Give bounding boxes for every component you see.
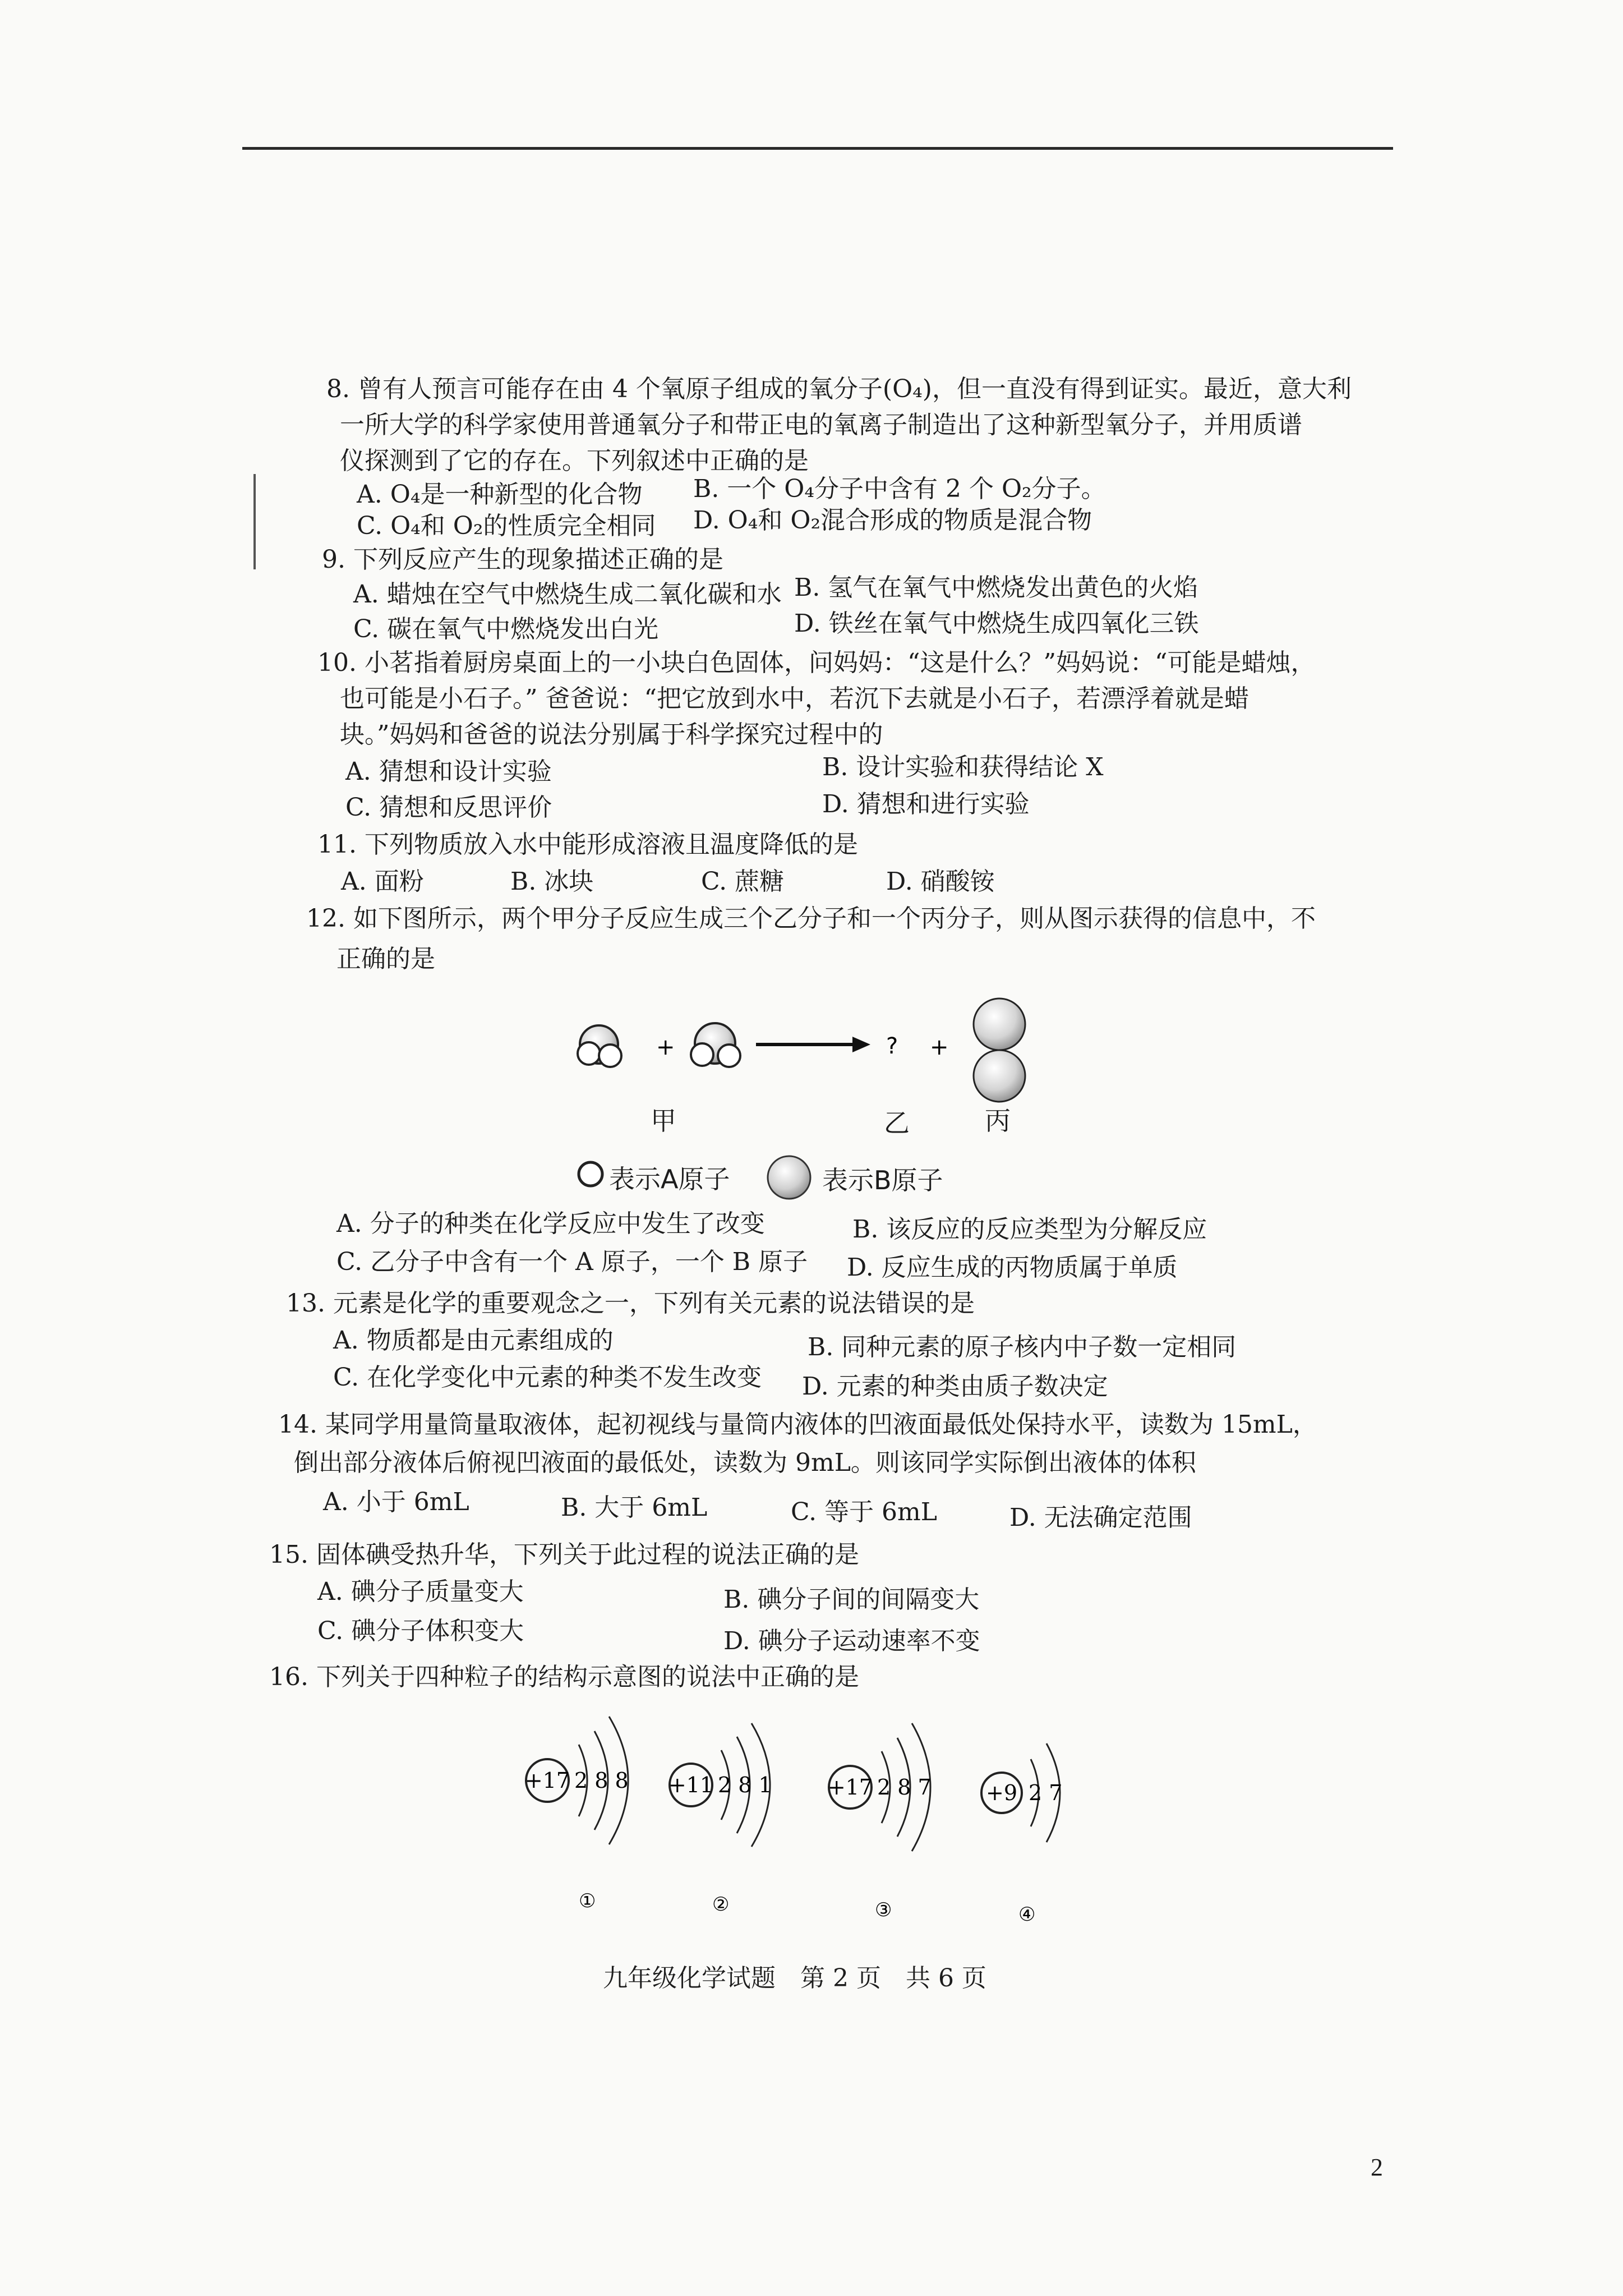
q8-option-c: C. O₄和 O₂的性质完全相同 [357,512,656,540]
atom4-label: ④ [1018,1903,1036,1924]
atom-structure-1 [525,1717,629,1844]
q15-option-c: C. 碘分子体积变大 [317,1617,524,1645]
question-mark: ? [886,1033,898,1059]
atom3-label: ③ [875,1899,892,1921]
label-yi: 乙 [884,1108,910,1138]
atom1-shells: 2 8 8 [574,1768,629,1793]
atom3-nucleus: +17 [827,1775,873,1800]
q8-option-b: B. 一个 O₄分子中含有 2 个 O₂分子。 [693,475,1106,503]
q12-option-a: A. 分子的种类在化学反应中发生了改变 [336,1209,765,1238]
q12-option-b: B. 该反应的反应类型为分解反应 [852,1215,1207,1244]
q8-line2: 一所大学的科学家使用普通氧分子和带正电的氧离子制造出了这种新型氧分子，并用质谱 [340,411,1302,439]
margin-mark [253,474,256,569]
page-number: 2 [1371,2154,1383,2181]
atom3-shells: 2 8 7 [877,1775,932,1800]
q16-line1: 16. 下列关于四种粒子的结构示意图的说法中正确的是 [269,1663,859,1691]
q15-option-d: D. 碘分子运动速率不变 [723,1627,980,1655]
q11-option-a: A. 面粉 [341,867,424,896]
q12-line2: 正确的是 [336,945,435,973]
q9-line1: 9. 下列反应产生的现象描述正确的是 [322,545,723,574]
label-jia: 甲 [651,1106,676,1136]
q10-option-a: A. 猜想和设计实验 [345,757,552,786]
atom1-label: ① [579,1890,596,1912]
q10-line2: 也可能是小石子。” 爸爸说：“把它放到水中，若沉下去就是小石子，若漂浮着就是蜡 [340,684,1249,713]
q11-option-d: D. 硝酸铵 [886,867,995,896]
q11-option-c: C. 蔗糖 [701,867,785,896]
q8-line1: 8. 曾有人预言可能存在由 4 个氧原子组成的氧分子(O₄)，但一直没有得到证实。最近，意大利 [326,375,1352,403]
q12-option-c: C. 乙分子中含有一个 A 原子，一个 B 原子 [336,1248,808,1276]
q8-option-a: A. O₄是一种新型的化合物 [357,480,643,509]
q14-line2: 倒出部分液体后俯视凹液面的最低处，读数为 9mL。则该同学实际倒出液体的体积 [294,1448,1196,1477]
molecule-jia-1 [578,1025,621,1067]
atom-structure-3 [828,1723,932,1851]
atom4-shells: 2 7 [1029,1780,1063,1805]
q12-line1: 12. 如下图所示，两个甲分子反应生成三个乙分子和一个丙分子，则从图示获得的信息中，不 [306,904,1316,933]
atom-structure-2 [668,1723,772,1847]
legend-atom-a: 表示A原子 [609,1164,730,1194]
q13-option-b: B. 同种元素的原子核内中子数一定相同 [808,1333,1237,1361]
atom-structure-4 [981,1743,1062,1842]
q10-line1: 10. 小茗指着厨房桌面上的一小块白色固体，问妈妈：“这是什么？”妈妈说：“可能是蜡烛， [317,648,1316,677]
q14-line1: 14. 某同学用量筒量取液体，起初视线与量筒内液体的凹液面最低处保持水平，读数为 15mL， [278,1410,1317,1439]
q13-option-d: D. 元素的种类由质子数决定 [802,1372,1108,1401]
reaction-diagram [561,993,1054,1139]
q8-option-d: D. O₄和 O₂混合形成的物质是混合物 [693,506,1092,535]
atom-structure-diagrams [516,1711,1122,1924]
header-rule [242,147,1393,150]
label-bing: 丙 [985,1106,1011,1136]
q9-option-a: A. 蜡烛在空气中燃烧生成二氧化碳和水 [353,580,782,609]
legend-atom-b: 表示B原子 [822,1165,943,1195]
q10-option-b: B. 设计实验和获得结论 X [822,753,1104,781]
molecule-bing [974,999,1025,1102]
atom4-nucleus: +9 [985,1780,1018,1805]
molecule-jia-2 [691,1023,740,1067]
q10-line3: 块。”妈妈和爸爸的说法分别属于科学探究过程中的 [340,720,883,749]
legend-atom-b-icon [765,1153,813,1202]
q15-option-a: A. 碘分子质量变大 [317,1577,524,1606]
arrow-head [852,1037,870,1052]
atom2-shells: 2 8 1 [718,1773,772,1797]
q15-option-b: B. 碘分子间的间隔变大 [723,1585,980,1614]
page-footer: 九年级化学试题 第 2 页 共 6 页 [603,1964,986,1993]
q11-line1: 11. 下列物质放入水中能形成溶液且温度降低的是 [317,830,858,859]
plus-sign-2: + [930,1034,949,1060]
plus-sign-1: + [656,1034,675,1060]
atom2-label: ② [712,1893,730,1916]
q10-option-c: C. 猜想和反思评价 [345,793,552,822]
q14-option-a: A. 小于 6mL [323,1488,469,1516]
q8-line3: 仪探测到了它的存在。下列叙述中正确的是 [340,447,809,475]
q13-option-c: C. 在化学变化中元素的种类不发生改变 [333,1363,762,1392]
atom1-nucleus: +17 [524,1768,570,1793]
q14-option-b: B. 大于 6mL [561,1493,708,1522]
q13-option-a: A. 物质都是由元素组成的 [333,1326,614,1355]
q10-option-d: D. 猜想和进行实验 [822,790,1030,818]
q12-option-d: D. 反应生成的丙物质属于单质 [847,1253,1178,1282]
q13-line1: 13. 元素是化学的重要观念之一，下列有关元素的说法错误的是 [286,1289,975,1318]
q15-line1: 15. 固体碘受热升华，下列关于此过程的说法正确的是 [269,1540,859,1569]
q9-option-c: C. 碳在氧气中燃烧发出白光 [353,615,659,643]
q9-option-d: D. 铁丝在氧气中燃烧生成四氧化三铁 [794,609,1199,638]
atom2-nucleus: +11 [668,1773,714,1797]
q9-option-b: B. 氢气在氧气中燃烧发出黄色的火焰 [794,573,1198,602]
q14-option-d: D. 无法确定范围 [1009,1503,1192,1532]
legend-atom-a-icon [575,1159,606,1189]
q11-option-b: B. 冰块 [510,867,594,896]
q14-option-c: C. 等于 6mL [791,1498,937,1526]
